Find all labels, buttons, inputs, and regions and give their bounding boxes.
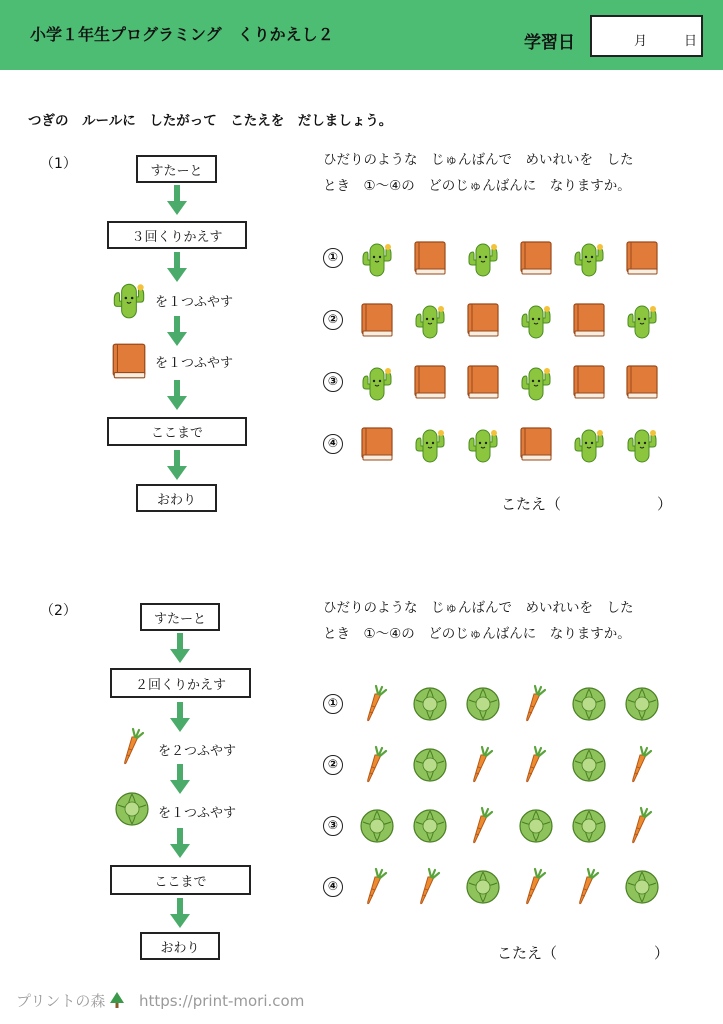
date-field[interactable]	[590, 15, 703, 57]
flow-step2-text: を１つふやす	[155, 356, 234, 371]
option-number: ①	[323, 694, 343, 714]
answer-blank[interactable]	[575, 490, 653, 516]
cactus-icon	[410, 300, 450, 340]
cabbage-icon	[112, 789, 152, 829]
answer-label: こたえ（	[497, 944, 558, 962]
book-icon	[410, 238, 450, 278]
flow-arrow-icon	[167, 252, 187, 284]
carrot-icon	[114, 726, 154, 768]
book-icon	[622, 238, 662, 278]
option-number: ②	[323, 755, 343, 775]
book-icon	[463, 362, 503, 402]
tree-icon	[110, 992, 124, 1008]
flow-step1-text: を１つふやす	[155, 295, 234, 310]
answer-close: ）	[654, 944, 670, 962]
carrot-icon	[357, 745, 397, 785]
flow-step1-text: を２つふやす	[158, 744, 237, 759]
option-number: ④	[323, 434, 343, 454]
carrot-icon	[357, 867, 397, 907]
worksheet-title: 小学１年生プログラミング くりかえし２	[30, 25, 334, 44]
cabbage-icon	[569, 806, 609, 846]
book-icon	[516, 238, 556, 278]
cabbage-icon	[569, 684, 609, 724]
carrot-icon	[463, 806, 503, 846]
answer-close: ）	[657, 495, 673, 513]
option-number: ④	[323, 877, 343, 897]
flow-arrow-icon	[167, 185, 187, 217]
flow-arrow-icon	[170, 702, 190, 734]
flow-arrow-icon	[170, 764, 190, 796]
question-prompt	[323, 595, 634, 647]
cactus-icon	[463, 424, 503, 464]
cabbage-icon	[516, 806, 556, 846]
option-number: ③	[323, 816, 343, 836]
cabbage-icon	[622, 867, 662, 907]
carrot-icon	[569, 867, 609, 907]
flow-arrow-icon	[170, 633, 190, 665]
carrot-icon	[463, 745, 503, 785]
carrot-icon	[516, 684, 556, 724]
flow-arrow-icon	[170, 898, 190, 930]
cabbage-icon	[410, 806, 450, 846]
cactus-icon	[410, 424, 450, 464]
cabbage-icon	[569, 745, 609, 785]
carrot-icon	[516, 745, 556, 785]
answer-label: こたえ（	[501, 495, 562, 513]
carrot-icon	[410, 867, 450, 907]
book-icon	[357, 424, 397, 464]
question-prompt	[323, 147, 634, 199]
flow-repeat-box: ２回くりかえす	[110, 668, 251, 698]
flow-end-box: おわり	[136, 484, 217, 512]
book-icon	[108, 340, 150, 382]
flow-start-box: すたーと	[136, 155, 217, 183]
flow-step2-text: を１つふやす	[158, 806, 237, 821]
cactus-icon	[569, 424, 609, 464]
carrot-icon	[622, 806, 662, 846]
cabbage-icon	[410, 684, 450, 724]
flow-start-box: すたーと	[140, 603, 220, 631]
prompt-line: ひだりのような じゅんばんで めいれいを した	[323, 152, 634, 168]
cabbage-icon	[357, 806, 397, 846]
cactus-icon	[463, 238, 503, 278]
day-label: 日	[684, 34, 698, 49]
cactus-icon	[357, 238, 397, 278]
flow-arrow-icon	[170, 828, 190, 860]
cabbage-icon	[463, 867, 503, 907]
option-number: ②	[323, 310, 343, 330]
cabbage-icon	[463, 684, 503, 724]
month-label: 月	[634, 34, 648, 49]
flow-loop-end-box: ここまで	[107, 417, 247, 446]
prompt-line: とき ①〜④の どのじゅんばんに なりますか。	[323, 626, 631, 642]
book-icon	[622, 362, 662, 402]
answer-blank[interactable]	[571, 939, 649, 965]
flow-loop-end-box: ここまで	[110, 865, 251, 895]
flow-arrow-icon	[167, 450, 187, 482]
cactus-icon	[622, 300, 662, 340]
cactus-icon	[569, 238, 609, 278]
option-number: ③	[323, 372, 343, 392]
book-icon	[357, 300, 397, 340]
cabbage-icon	[622, 684, 662, 724]
header-bar	[0, 0, 723, 70]
cactus-icon	[516, 300, 556, 340]
book-icon	[410, 362, 450, 402]
option-number: ①	[323, 248, 343, 268]
question-number: （2）	[40, 603, 77, 619]
instruction-text: つぎの ルールに したがって こたえを だしましょう。	[28, 113, 393, 129]
carrot-icon	[516, 867, 556, 907]
book-icon	[569, 300, 609, 340]
cactus-icon	[622, 424, 662, 464]
footer-url: https://print-mori.com	[138, 992, 305, 1010]
flow-repeat-box: ３回くりかえす	[107, 221, 247, 249]
flow-arrow-icon	[167, 380, 187, 412]
footer	[16, 990, 304, 1011]
flow-arrow-icon	[167, 316, 187, 348]
footer-brand: プリントの森	[16, 992, 106, 1010]
date-label: 学習日	[524, 33, 575, 53]
carrot-icon	[622, 745, 662, 785]
cactus-icon	[357, 362, 397, 402]
carrot-icon	[357, 684, 397, 724]
question-number: （1）	[40, 156, 77, 172]
book-icon	[463, 300, 503, 340]
book-icon	[516, 424, 556, 464]
cactus-icon	[516, 362, 556, 402]
cabbage-icon	[410, 745, 450, 785]
prompt-line: とき ①〜④の どのじゅんばんに なりますか。	[323, 178, 631, 194]
prompt-line: ひだりのような じゅんばんで めいれいを した	[323, 600, 634, 616]
flow-end-box: おわり	[140, 932, 220, 960]
book-icon	[569, 362, 609, 402]
cactus-icon	[108, 278, 150, 320]
